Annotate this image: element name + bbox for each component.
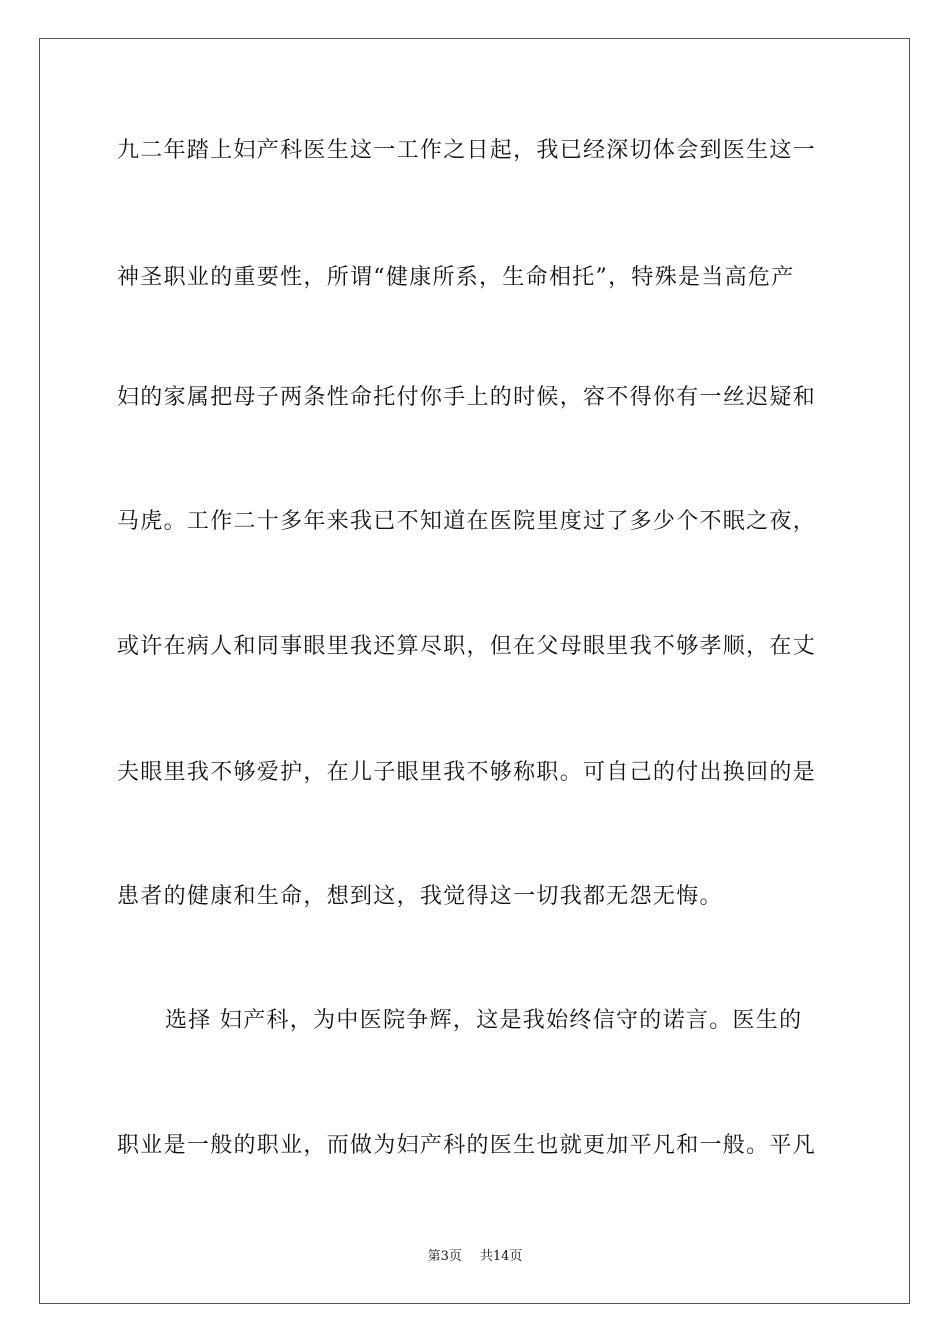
text-line-1: 九二年踏上妇产科医生这一工作之日起，我已经深切体会到医生这一 — [117, 138, 817, 163]
text-line-3: 妇的家属把母子两条性命托付你手上的时候，容不得你有一丝迟疑和 — [117, 385, 817, 410]
page-border — [39, 38, 910, 1304]
page-number: 第3页 — [427, 1249, 462, 1264]
text-line-9: 职业是一般的职业，而做为妇产科的医生也就更加平凡和一般。平凡 — [117, 1133, 817, 1158]
text-line-7: 患者的健康和生命，想到这，我觉得这一切我都无怨无悔。 — [117, 884, 723, 909]
page-footer — [0, 1248, 950, 1266]
text-line-6: 夫眼里我不够爱护，在儿子眼里我不够称职。可自己的付出换回的是 — [117, 760, 817, 785]
text-line-4: 马虎。工作二十多年来我已不知道在医院里度过了多少个不眠之夜， — [117, 509, 817, 534]
text-line-2: 神圣职业的重要性，所谓“健康所系，生命相托”，特殊是当高危产 — [117, 265, 795, 290]
text-line-5: 或许在病人和同事眼里我还算尽职，但在父母眼里我不够孝顺，在丈 — [117, 634, 817, 659]
page-total: 共14页 — [479, 1249, 523, 1264]
text-line-8: 选择 妇产科，为中医院争辉，这是我始终信守的诺言。医生的 — [165, 1008, 803, 1033]
